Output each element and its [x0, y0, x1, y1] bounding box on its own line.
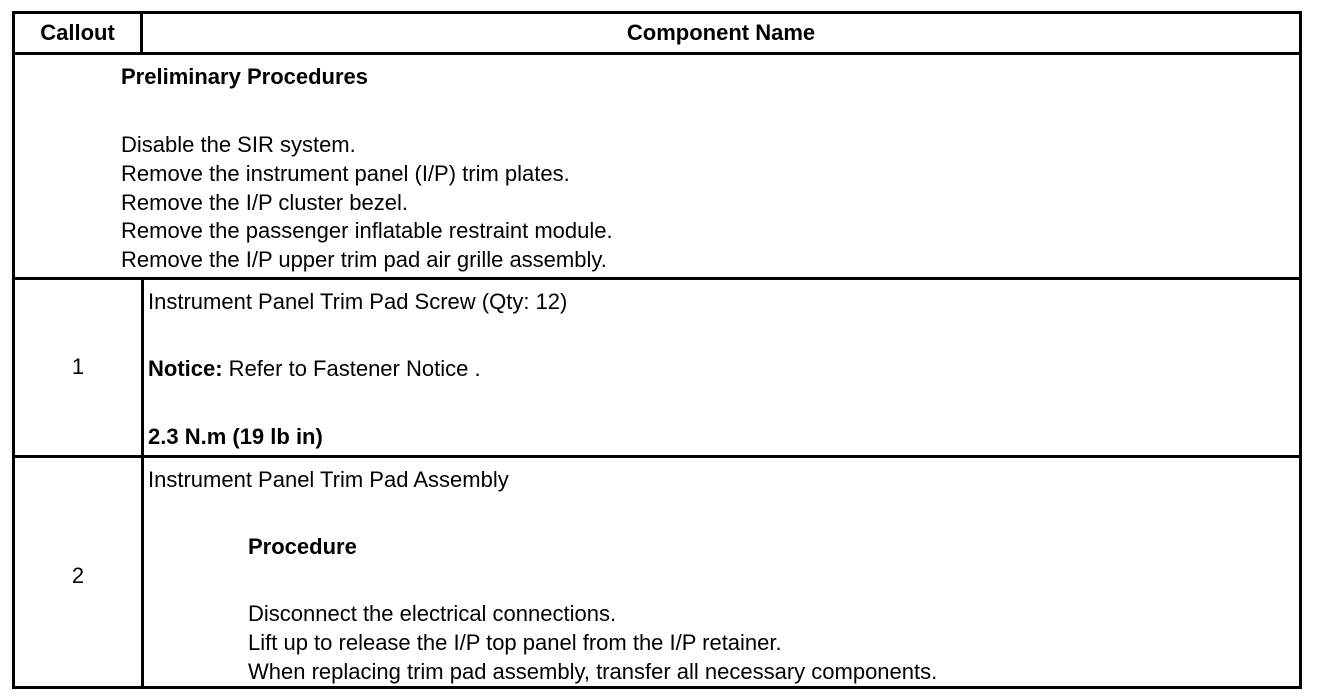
table-header-row: [15, 14, 1299, 55]
notice-line: [148, 354, 481, 383]
component-table: [12, 11, 1302, 689]
notice-label: Notice:: [148, 356, 223, 381]
preliminary-step: Remove the passenger inflatable restraint module.: [121, 218, 613, 243]
preliminary-step: Remove the instrument panel (I/P) trim plates.: [121, 161, 570, 186]
preliminary-procedures-row: [15, 55, 1299, 280]
procedure-step: Lift up to release the I/P top panel from the I/P retainer.: [248, 630, 782, 655]
procedure-title: Procedure: [248, 534, 357, 559]
procedure-step: When replacing trim pad assembly, transfer all necessary components.: [248, 659, 938, 684]
callout-number: 1: [71, 354, 85, 379]
procedure-step: Disconnect the electrical connections.: [248, 601, 617, 626]
table-row: [15, 458, 1299, 689]
torque-spec: 2.3 N.m (19 lb in): [148, 424, 323, 449]
preliminary-step: Remove the I/P cluster bezel.: [121, 190, 408, 215]
component-name: Instrument Panel Trim Pad Screw (Qty: 12): [148, 289, 568, 314]
component-name-column-header: Component Name: [626, 20, 816, 45]
callout-number: 2: [71, 563, 85, 588]
callout-column-header: Callout: [40, 20, 115, 45]
preliminary-step: Disable the SIR system.: [121, 132, 356, 157]
preliminary-procedures-title: Preliminary Procedures: [121, 64, 369, 89]
notice-text: Refer to Fastener Notice .: [222, 356, 481, 381]
preliminary-step: Remove the I/P upper trim pad air grille assembly.: [121, 247, 607, 272]
component-name: Instrument Panel Trim Pad Assembly: [148, 467, 509, 492]
table-row: [15, 280, 1299, 458]
